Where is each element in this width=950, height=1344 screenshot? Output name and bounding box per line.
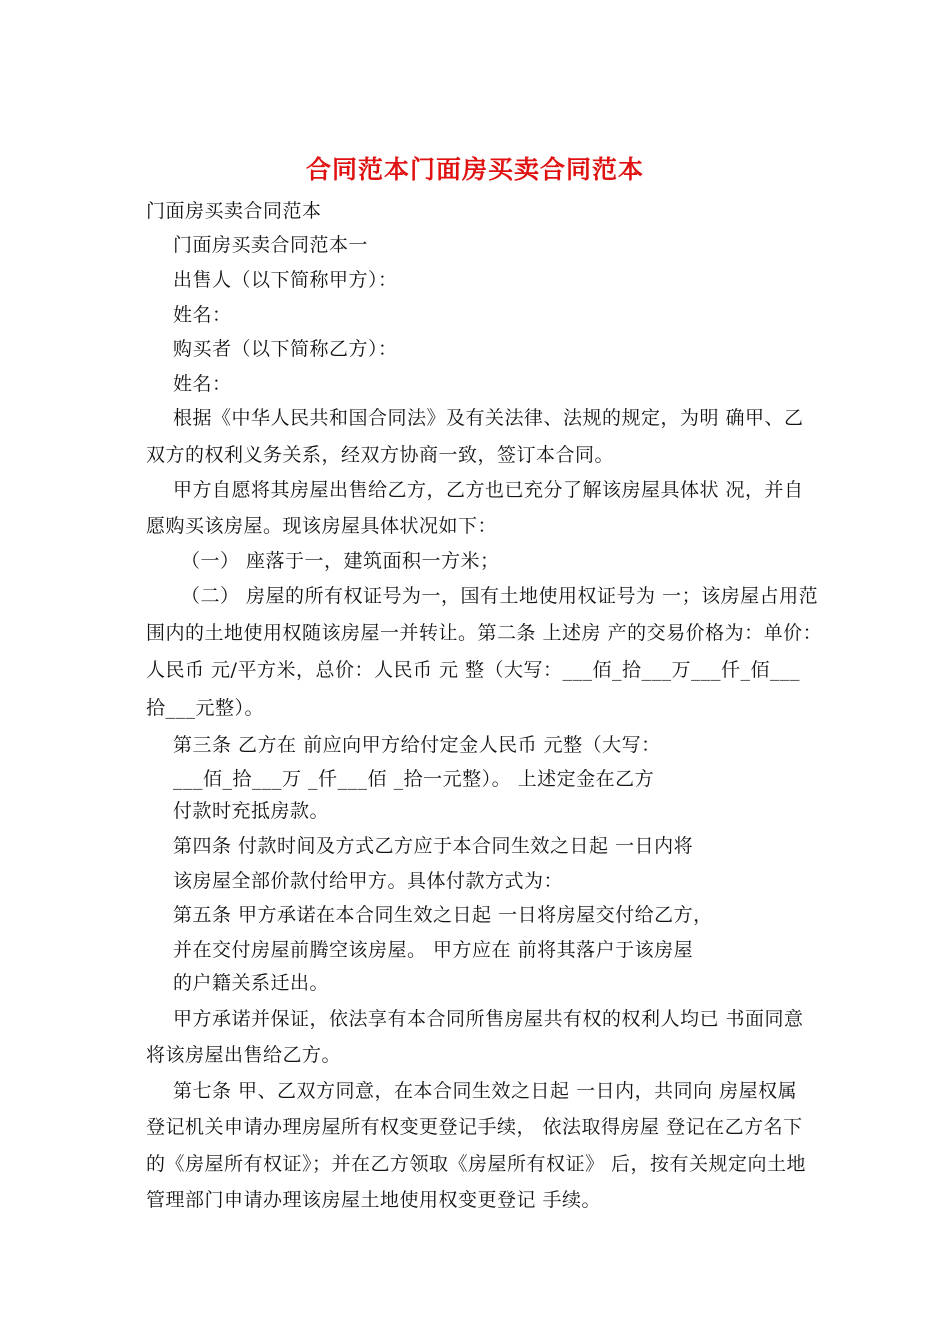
text-line: （二） 房屋的所有权证号为一，国有土地使用权证号为 一；该房屋占用范 xyxy=(181,585,819,607)
text-line: 姓名： xyxy=(173,304,232,326)
text-line: 甲方承诺并保证，依法享有本合同所售房屋共有权的权利人均已 书面同意 xyxy=(173,1008,804,1030)
text-line: 拾___元整）。 xyxy=(146,697,265,719)
text-line: 的户籍关系迁出。 xyxy=(173,972,330,994)
text-line: 姓名： xyxy=(173,373,232,395)
text-line: 第三条 乙方在 前应向甲方给付定金人民币 元整（大写： xyxy=(173,734,661,756)
text-line: 根据《中华人民共和国合同法》及有关法律、法规的规定，为明 确甲、乙 xyxy=(173,407,804,429)
text-line: 甲方自愿将其房屋出售给乙方，乙方也已充分了解该房屋具体状 况，并自 xyxy=(173,479,804,501)
text-line: 第四条 付款时间及方式乙方应于本合同生效之日起 一日内将 xyxy=(173,835,694,857)
text-line: 的《房屋所有权证》；并在乙方领取《房屋所有权证》 后，按有关规定向土地 xyxy=(146,1153,807,1175)
text-line: 并在交付房屋前腾空该房屋。 甲方应在 前将其落户于该房屋 xyxy=(173,939,694,961)
text-line: 将该房屋出售给乙方。 xyxy=(146,1044,342,1066)
text-line: 登记机关申请办理房屋所有权变更登记手续， 依法取得房屋 登记在乙方名下 xyxy=(146,1116,803,1138)
text-line: 门面房买卖合同范本一 xyxy=(173,234,369,256)
text-line: 围内的土地使用权随该房屋一并转让。第二条 上述房 产的交易价格为：单价： xyxy=(146,622,823,644)
text-line: 门面房买卖合同范本 xyxy=(146,200,322,222)
text-line: 愿购买该房屋。现该房屋具体状况如下： xyxy=(146,515,498,537)
text-line: 人民币 元/平方米，总价：人民币 元 整（大写：___佰_拾___万___仟_佰___ xyxy=(146,659,801,681)
text-line: ___佰_拾___万 _仟___佰 _拾一元整）。 上述定金在乙方 xyxy=(173,768,655,790)
text-line: 管理部门申请办理该房屋土地使用权变更登记 手续。 xyxy=(146,1189,602,1211)
text-line: 该房屋全部价款付给甲方。具体付款方式为： xyxy=(173,870,564,892)
document-title: 合同范本门面房买卖合同范本 xyxy=(305,155,644,184)
text-line: 购买者（以下简称乙方）： xyxy=(173,338,398,360)
text-line: 第七条 甲、乙双方同意，在本合同生效之日起 一日内，共同向 房屋权属 xyxy=(173,1080,798,1102)
text-line: 付款时充抵房款。 xyxy=(173,800,330,822)
text-line: （一） 座落于一，建筑面积一方米； xyxy=(181,550,500,572)
text-line: 出售人（以下简称甲方）： xyxy=(173,269,398,291)
text-line: 双方的权利义务关系，经双方协商一致，签订本合同。 xyxy=(146,444,615,466)
text-line: 第五条 甲方承诺在本合同生效之日起 一日将房屋交付给乙方， xyxy=(173,904,713,926)
